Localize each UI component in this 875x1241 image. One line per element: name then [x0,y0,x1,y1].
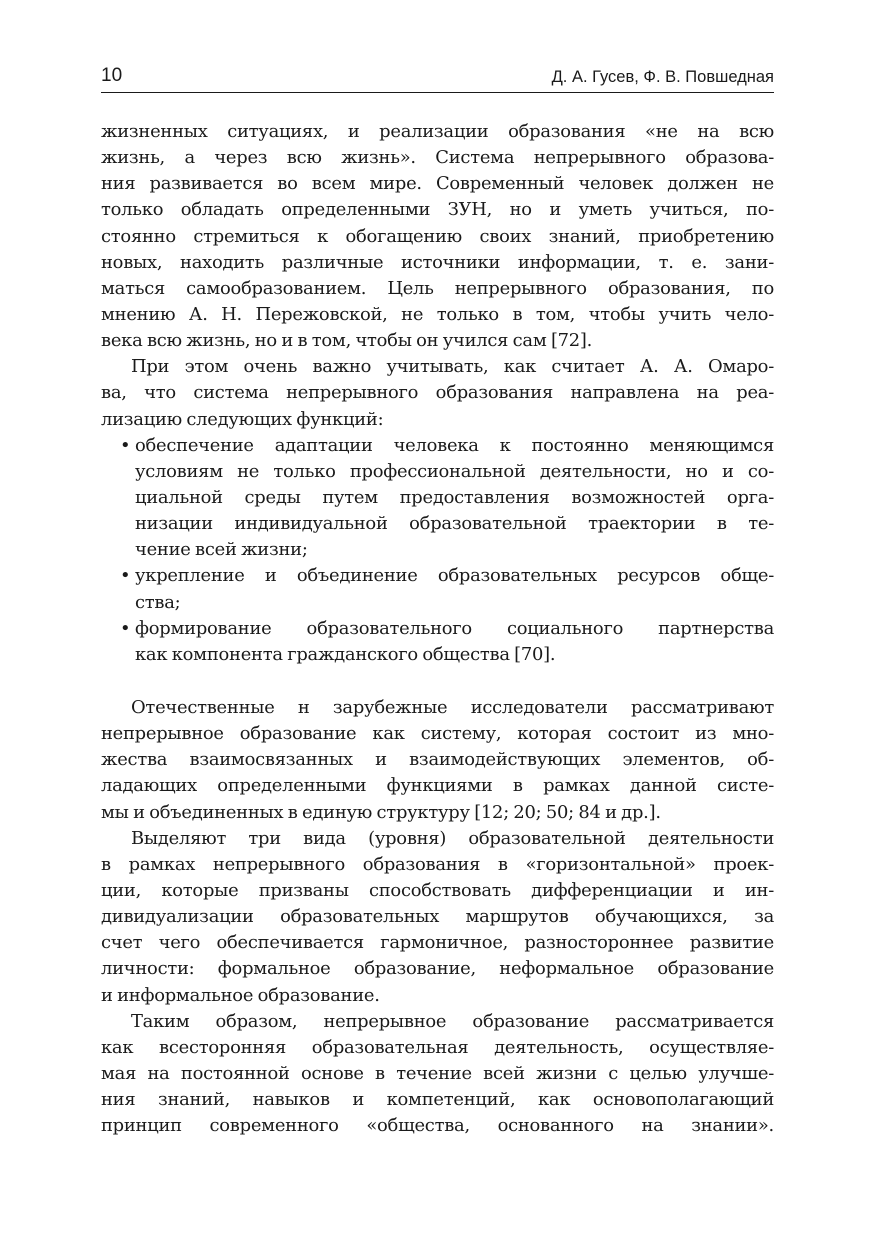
text-line [101,433,774,459]
bullet-list [101,433,774,668]
paragraph [101,695,774,826]
text-line: принцип современного «общества, основанного на знании». [101,1115,774,1137]
text-line: века всю жизнь, но и в том, чтобы он учился сам [72]. [101,330,593,352]
text-line: жизнь, а через всю жизнь». Система непрерывного образова- [101,147,774,169]
list-item-text: укрепление и объединение образовательных ресурсов обще- [135,565,774,587]
bullet-icon: • [120,617,131,639]
text-line: ции, которые призваны способствовать дифференциации и ин- [101,879,774,901]
text-line: низации индивидуальной образовательной траектории в те- [135,513,774,535]
text-line: чение всей жизни; [135,539,308,561]
list-item [101,433,774,564]
text-line: жества взаимосвязанных и взаимодействующих элементов, об- [101,749,774,771]
text-line: лизацию следующих функций: [101,408,384,430]
text-line [101,616,774,642]
page-number: 10 [101,65,123,86]
text-line: ния развивается во всем мире. Современный человек должен не [101,173,774,195]
text-line: мы и объединенных в единую структуру [12; 20; 50; 84 и др.]. [101,801,661,823]
text-line: в рамках непрерывного образования в «горизонтальной» проек- [101,853,774,875]
text-line: только обладать определенными ЗУН, но и уметь учиться, по- [101,199,774,221]
paragraph [101,354,774,432]
text-line: маться самообразованием. Цель непрерывного образования, по [101,277,774,299]
text-line: ладающих определенными функциями в рамках данной систе- [101,775,774,797]
text-line: и информальное образование. [101,984,380,1006]
text-line: При этом очень важно учитывать, как считает А. А. Омаро- [131,356,774,378]
paragraph [101,826,774,1009]
text-line: Отечественные н зарубежные исследователи рассматривают [131,696,774,718]
list-item [101,616,774,668]
text-line: новых, находить различные источники информации, т. е. зани- [101,251,774,273]
text-line: ва, что система непрерывного образования направлена на реа- [101,382,774,404]
text-line [101,563,774,589]
page-header [101,62,774,93]
text-line: Таким образом, непрерывное образование рассматривается [131,1010,774,1032]
running-head-authors: Д. А. Гусев, Ф. В. Повшедная [551,68,774,86]
paragraph [101,119,774,354]
text-line: дивидуализации образовательных маршрутов обучающихся, за [101,906,774,928]
text-line: условиям не только профессиональной деятельности, но и со- [135,460,774,482]
text-line: ния знаний, навыков и компетенций, как основополагающий [101,1089,774,1111]
text-line: мнению А. Н. Пережовской, не только в том, чтобы учить чело- [101,303,774,325]
bullet-icon: • [120,434,131,456]
list-item-text: формирование образовательного социального партнерства [135,617,774,639]
text-line: мая на постоянной основе в течение всей жизни с целью улучше- [101,1062,774,1084]
text-line: циальной среды путем предоставления возможностей орга- [135,486,774,508]
text-line: счет чего обеспечивается гармоничное, разностороннее развитие [101,932,774,954]
paragraph [101,1009,774,1140]
text-line: как компонента гражданского общества [70]. [135,643,556,665]
text-line: Выделяют три вида (уровня) образовательной деятельности [131,827,774,849]
section-gap [101,668,774,695]
list-item-text: обеспечение адаптации человека к постоянно меняющимся [135,434,774,456]
text-line: стоянно стремиться к обогащению своих знаний, приобретению [101,225,774,247]
text-line: ства; [135,591,181,613]
list-item [101,563,774,615]
text-line: как всесторонняя образовательная деятельность, осуществляе- [101,1036,774,1058]
text-line: личности: формальное образование, неформальное образование [101,958,774,980]
body-text [101,119,774,1139]
bullet-icon: • [120,565,131,587]
text-line: непрерывное образование как систему, которая состоит из мно- [101,723,774,745]
text-line: жизненных ситуациях, и реализации образования «не на всю [101,121,774,142]
